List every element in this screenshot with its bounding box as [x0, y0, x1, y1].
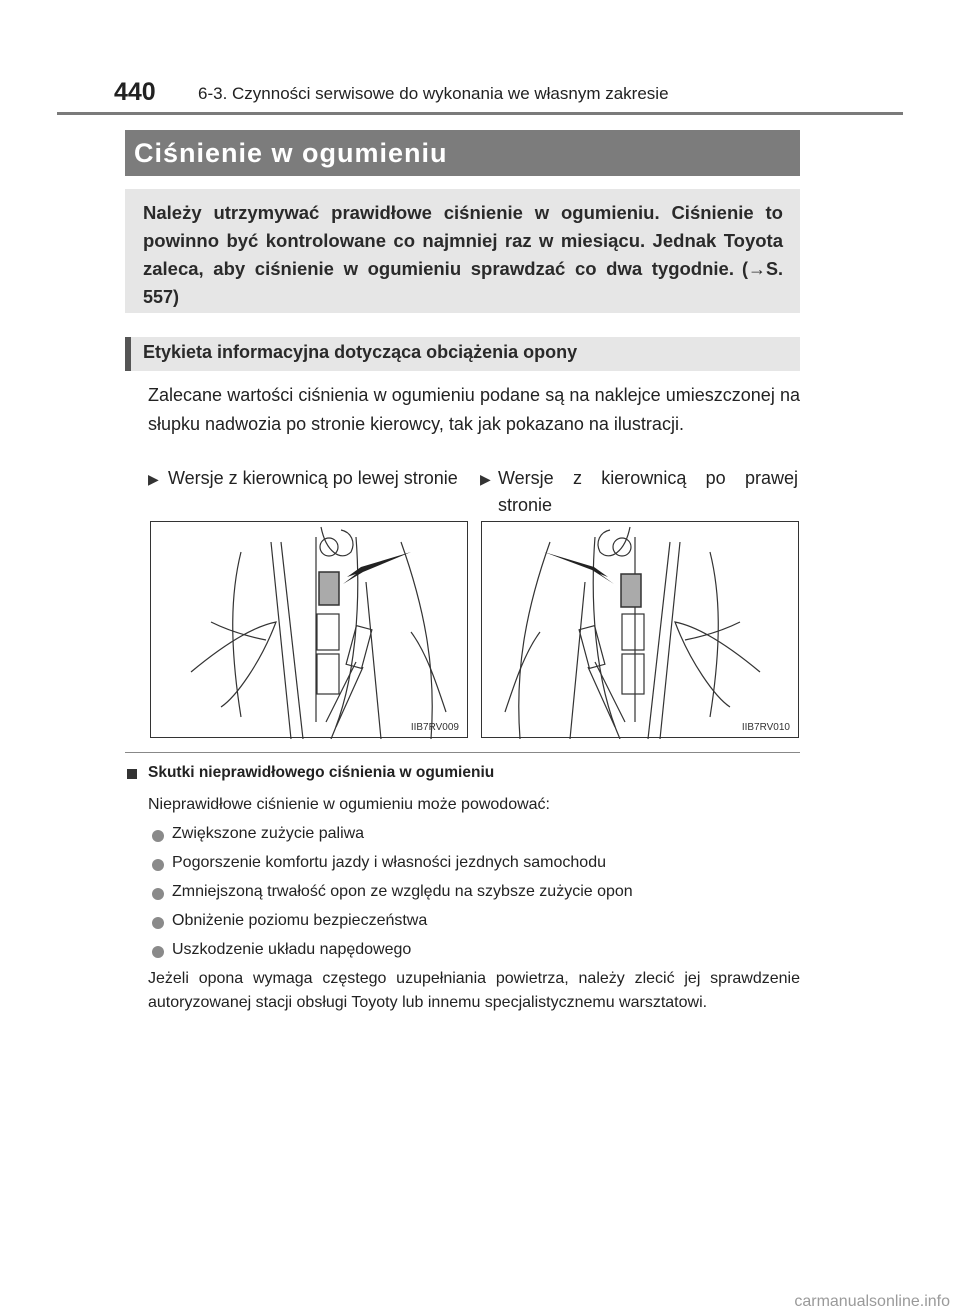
section-divider: [125, 752, 800, 753]
pointer-arrow-icon: [343, 552, 411, 584]
page-title-bar: [125, 130, 800, 176]
intro-paragraph: [143, 199, 783, 311]
square-bullet-icon: [127, 769, 137, 779]
figure-code: IIB7RV009: [410, 722, 459, 733]
circle-bullet-icon: [152, 830, 164, 842]
intro-text: Należy utrzymywać prawidłowe ciśnienie w ogumieniu. Ciśnienie to powinno być kontrolowane co najmniej raz w miesiącu. Jednak Toyota zaleca, aby ciśnienie w ogumieniu sprawdzać co dwa tygodnie.: [143, 202, 783, 279]
page-reference-link[interactable]: (→S. 557): [143, 259, 783, 307]
illustration-left-hand-drive: [150, 521, 468, 738]
tire-label-sticker: [319, 572, 339, 605]
circle-bullet-icon: [152, 888, 164, 900]
triangle-bullet-icon: ▶: [148, 471, 159, 487]
figure-code: IIB7RV010: [741, 722, 790, 733]
effects-heading: Skutki nieprawidłowego ciśnienia w ogumieniu: [148, 764, 495, 781]
header-divider: [57, 112, 903, 115]
tire-label-sticker: [621, 574, 641, 607]
page-number: 440: [114, 78, 156, 106]
subheading: Etykieta informacyjna dotycząca obciążenia opony: [143, 342, 578, 362]
pointer-arrow-icon: [544, 552, 614, 584]
page-title: Ciśnienie w ogumieniu: [134, 138, 448, 168]
effect-item: Uszkodzenie układu napędowego: [172, 941, 412, 958]
version-right-label: Wersje z kierownicą po prawej stronie: [498, 468, 798, 515]
door-pillar-drawing: [482, 522, 800, 739]
version-left-label: Wersje z kierownicą po lewej stronie: [168, 468, 458, 488]
effect-item: Zwiększone zużycie paliwa: [172, 825, 365, 842]
door-pillar-drawing: [151, 522, 469, 739]
body-paragraph: Zalecane wartości ciśnienia w ogumieniu podane są na naklejce umieszczonej na słupku nadwozia po stronie kierowcy, tak jak pokazano na ilustracji.: [148, 385, 800, 434]
effect-item: Obniżenie poziomu bezpieczeństwa: [172, 912, 428, 929]
effect-item: Zmniejszoną trwałość opon ze względu na szybsze zużycie opon: [172, 883, 633, 900]
circle-bullet-icon: [152, 946, 164, 958]
circle-bullet-icon: [152, 859, 164, 871]
closing-paragraph: Jeżeli opona wymaga częstego uzupełniania powietrza, należy zlecić jej sprawdzenie autoryzowanej stacji obsługi Toyoty lub innemu specjalistycznemu warsztatowi.: [148, 970, 800, 1011]
intro-box: [125, 189, 800, 313]
section-header: 6-3. Czynności serwisowe do wykonania we własnym zakresie: [198, 84, 669, 103]
effect-item: Pogorszenie komfortu jazdy i własności jezdnych samochodu: [172, 854, 606, 871]
illustration-right-hand-drive: [481, 521, 799, 738]
subheading-bar: [125, 337, 800, 371]
effects-intro: Nieprawidłowe ciśnienie w ogumieniu może powodować:: [148, 796, 550, 813]
triangle-bullet-icon: ▶: [480, 471, 491, 487]
subheading-marker: [125, 337, 131, 371]
watermark: carmanualsonline.info: [794, 1293, 950, 1310]
circle-bullet-icon: [152, 917, 164, 929]
